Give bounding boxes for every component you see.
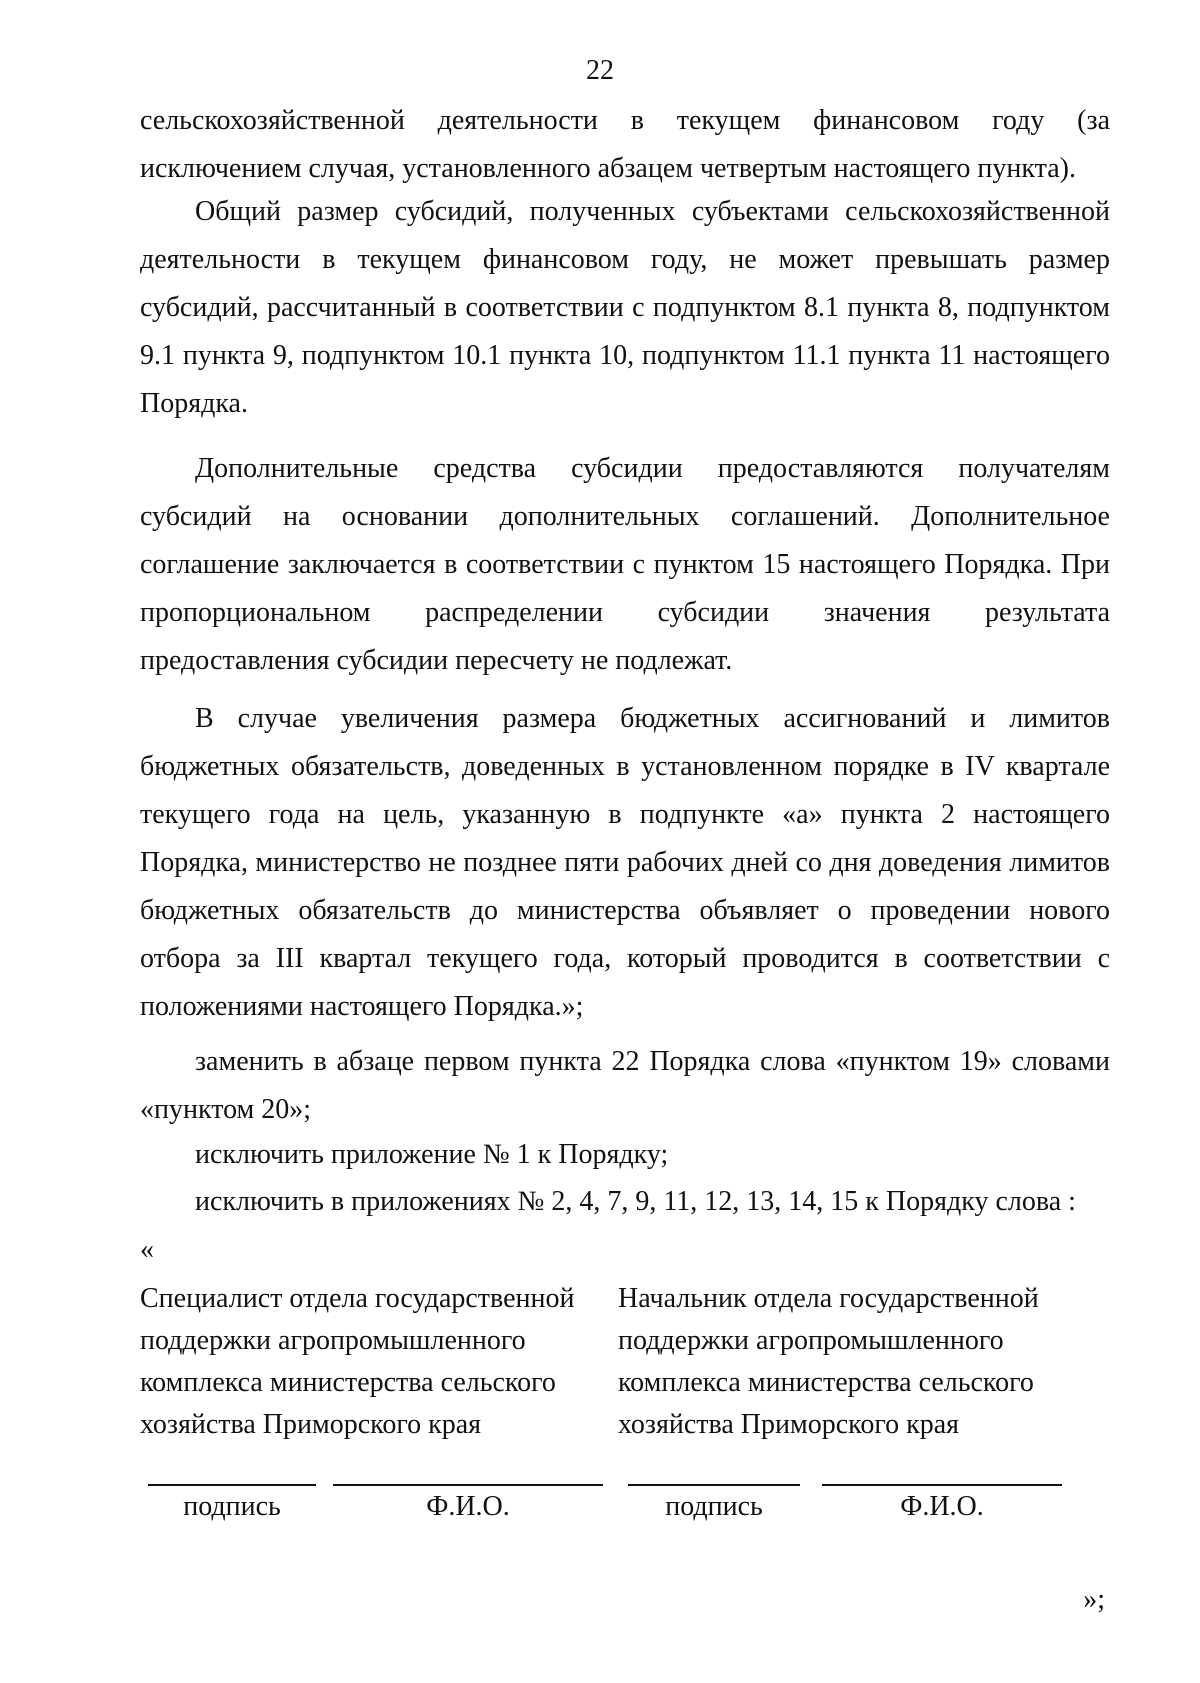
paragraph-additional-funds xyxy=(140,445,1110,685)
closing-quote: »; xyxy=(1083,1584,1105,1615)
left-name-line xyxy=(333,1484,603,1486)
left-signature-caption: подпись xyxy=(183,1491,281,1522)
paragraph-budget-increase xyxy=(140,695,1110,1031)
paragraph-5: заменить в абзаце первом пункта 22 Порядка слова «пунктом 19» словами «пунктом 20»; xyxy=(140,1046,1110,1125)
page-number: 22 xyxy=(586,55,614,86)
right-signatory-position: Начальник отдела государственной поддержки агропромышленного комплекса министерства сельского хозяйства Приморского края xyxy=(618,1283,1039,1440)
left-signature-line xyxy=(148,1484,316,1486)
paragraph-continuation xyxy=(140,97,1110,193)
paragraph-1: сельскохозяйственной деятельности в текущем финансовом году (за исключением случая, установленного абзацем четвертым настоящего пункта). xyxy=(140,105,1110,184)
right-name-line xyxy=(822,1484,1062,1486)
paragraph-exclude-appendix xyxy=(140,1131,1110,1179)
opening-quote: « xyxy=(140,1234,154,1265)
left-name-caption: Ф.И.О. xyxy=(426,1491,510,1522)
left-signatory-position: Специалист отдела государственной поддержки агропромышленного комплекса министерства сельского хозяйства Приморского края xyxy=(140,1283,575,1440)
paragraph-7: исключить в приложениях № 2, 4, 7, 9, 11, 12, 13, 14, 15 к Порядку слова : xyxy=(195,1186,1076,1217)
paragraph-replace-words xyxy=(140,1038,1110,1134)
paragraph-4: В случае увеличения размера бюджетных ассигнований и лимитов бюджетных обязательств, доведенных в установленном порядке в IV квартале текущего года на цель, указанную в подпункте «а» пункта 2 настоящего Порядка, министерство не позднее пяти рабочих дней со дня доведения лимитов бюджетных обязательств до министерства объявляет о проведении нового отбора за III квартал текущего года, который проводится в соответствии с положениями настоящего Порядка.»; xyxy=(140,703,1110,1022)
paragraph-3: Дополнительные средства субсидии предоставляются получателям субсидий на основании дополнительных соглашений. Дополнительное соглашение заключается в соответствии с пунктом 15 настоящего Порядка. При пропорциональном распределении субсидии значения результата предоставления субсидии пересчету не подлежат. xyxy=(140,453,1110,676)
paragraph-subsidy-total xyxy=(140,188,1110,428)
right-signature-line xyxy=(628,1484,800,1486)
right-signature-caption: подпись xyxy=(665,1491,763,1522)
right-name-caption: Ф.И.О. xyxy=(900,1491,984,1522)
paragraph-2: Общий размер субсидий, полученных субъектами сельскохозяйственной деятельности в текущем финансовом году, не может превышать размер субсидий, рассчитанный в соответствии с подпунктом 8.1 пункта 8, подпунктом 9.1 пункта 9, подпунктом 10.1 пункта 10, подпунктом 11.1 пункта 11 настоящего Порядка. xyxy=(140,196,1110,419)
paragraph-6: исключить приложение № 1 к Порядку; xyxy=(195,1139,669,1170)
paragraph-exclude-words xyxy=(140,1178,1110,1226)
